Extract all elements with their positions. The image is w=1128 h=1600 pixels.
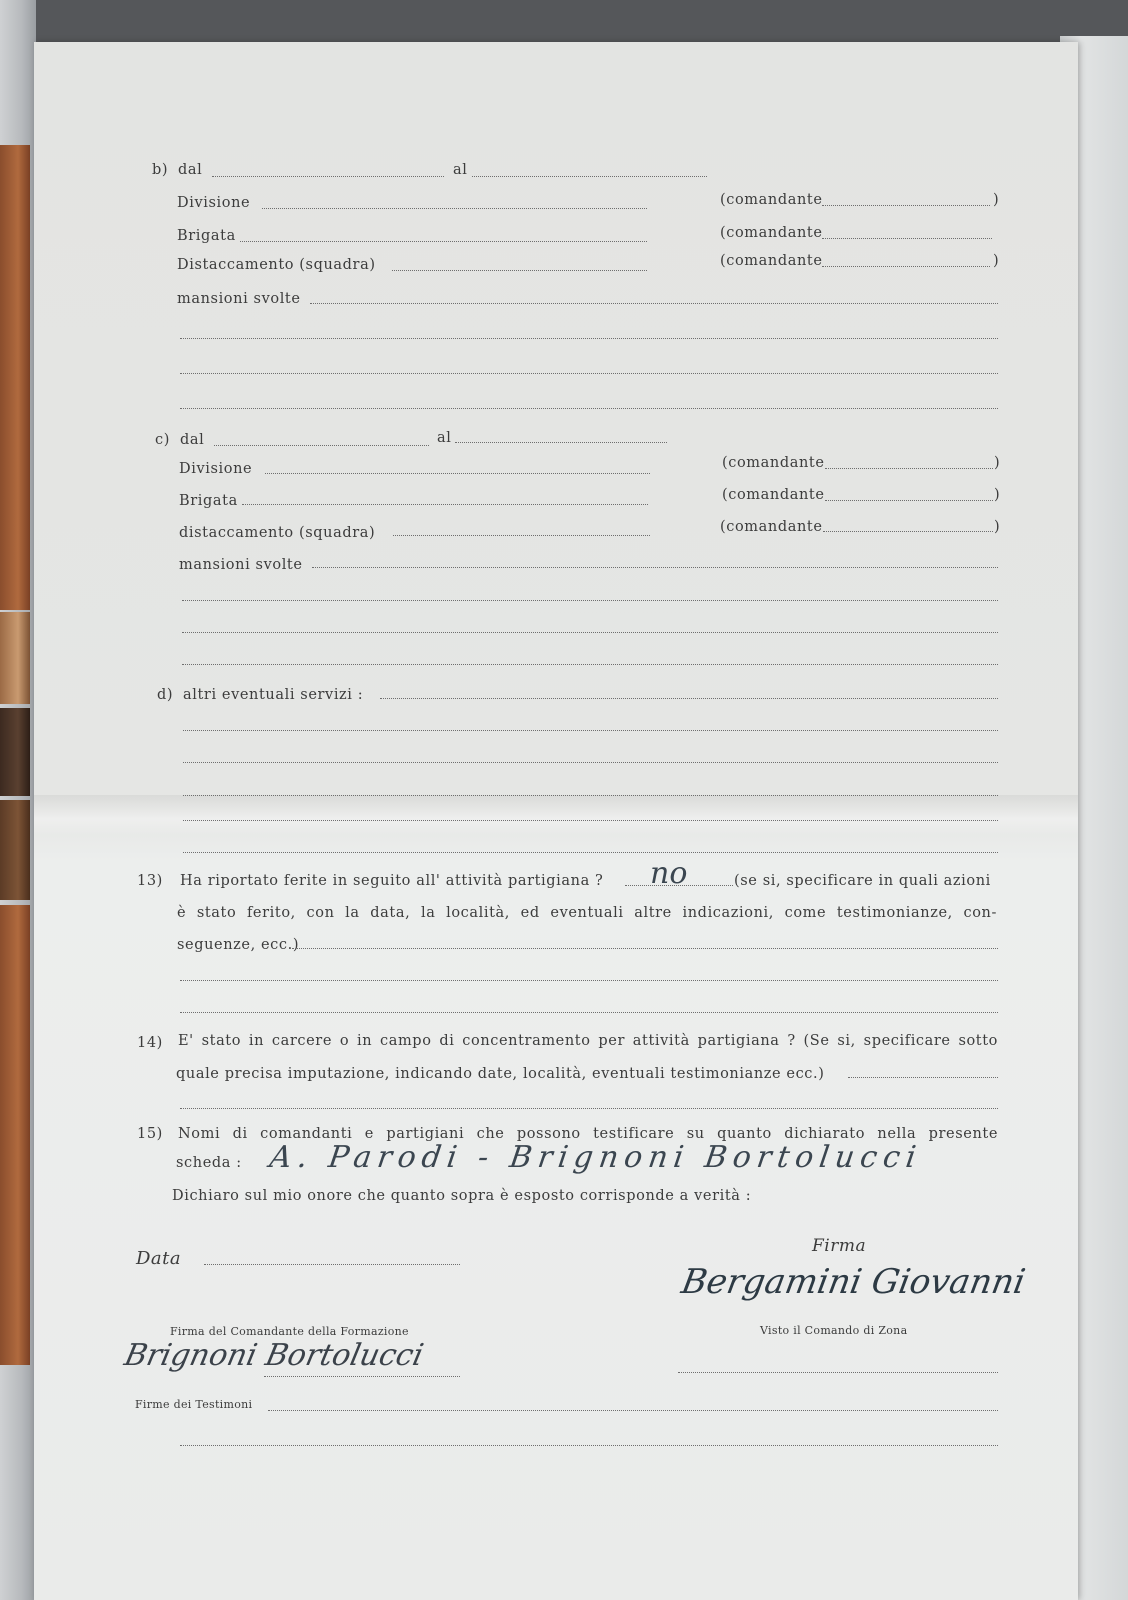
- section-c-label: c): [155, 432, 170, 448]
- brigata-label: Brigata: [177, 228, 236, 244]
- comandante-label: (comandante: [720, 225, 823, 241]
- close-paren: ): [993, 192, 1000, 208]
- carcere-line[interactable]: [180, 1108, 998, 1109]
- altri-servizi-line[interactable]: [183, 730, 998, 731]
- close-paren: ): [994, 455, 1001, 471]
- comandante-field[interactable]: [825, 500, 993, 501]
- dal-field[interactable]: [214, 445, 429, 446]
- mansioni-label: mansioni svolte: [177, 291, 301, 307]
- ferite-answer: no: [650, 856, 688, 891]
- question-number: 15): [137, 1126, 163, 1142]
- close-paren: ): [994, 487, 1001, 503]
- witnesses-answer: A. Parodi - Brignoni Bortolucci: [267, 1140, 925, 1175]
- mansioni-line[interactable]: [180, 338, 998, 339]
- mansioni-line[interactable]: [182, 600, 998, 601]
- comandante-field[interactable]: [825, 468, 993, 469]
- brigata-field[interactable]: [242, 504, 648, 505]
- carcere-field[interactable]: [848, 1077, 998, 1078]
- comandante-label: (comandante: [720, 253, 823, 269]
- divisione-label: Divisione: [179, 461, 253, 477]
- section-b-label: b): [152, 162, 169, 178]
- distaccamento-field[interactable]: [393, 535, 650, 536]
- comandante-field[interactable]: [822, 238, 992, 239]
- firma-label: Firma: [812, 1236, 867, 1256]
- question-number: 13): [137, 873, 163, 889]
- al-label: al: [453, 162, 468, 178]
- altri-servizi-line[interactable]: [183, 795, 998, 796]
- comandante-label: (comandante: [722, 487, 825, 503]
- distaccamento-label: distaccamento (squadra): [179, 525, 376, 541]
- binder-strip: [0, 800, 30, 900]
- ferite-detail-field[interactable]: [292, 948, 998, 949]
- ferite-detail-line[interactable]: [180, 980, 998, 981]
- divisione-field[interactable]: [262, 208, 647, 209]
- distaccamento-field[interactable]: [392, 270, 647, 271]
- brigata-label: Brigata: [179, 493, 238, 509]
- altri-servizi-line[interactable]: [183, 762, 998, 763]
- altri-servizi-field[interactable]: [380, 698, 998, 699]
- dal-label: dal: [180, 432, 205, 448]
- question-text: (se si, specificare in quali azioni: [734, 873, 991, 889]
- ferite-detail-line[interactable]: [180, 1012, 998, 1013]
- mansioni-line[interactable]: [180, 408, 998, 409]
- al-label: al: [437, 430, 452, 446]
- distaccamento-label: Distaccamento (squadra): [177, 257, 376, 273]
- testimoni-field[interactable]: [268, 1410, 998, 1411]
- close-paren: ): [993, 253, 1000, 269]
- question-text: Nomi di comandanti e partigiani che possono testificare su quanto dichiarato nella presente: [178, 1126, 998, 1142]
- mansioni-line[interactable]: [180, 373, 998, 374]
- section-d-label: d): [157, 687, 174, 703]
- binder-strip: [0, 612, 30, 704]
- applicant-signature: Bergamini Giovanni: [678, 1262, 1029, 1302]
- comandante-label: (comandante: [720, 519, 823, 535]
- comandante-field[interactable]: [822, 266, 990, 267]
- brigata-field[interactable]: [240, 241, 647, 242]
- comandante-label: (comandante: [722, 455, 825, 471]
- binder-strip: [0, 708, 30, 796]
- comandante-field[interactable]: [823, 531, 993, 532]
- declaration-text: Dichiaro sul mio onore che quanto sopra è esposto corrisponde a verità :: [172, 1188, 752, 1204]
- al-field[interactable]: [455, 442, 667, 443]
- mansioni-label: mansioni svolte: [179, 557, 303, 573]
- altri-servizi-label: altri eventuali servizi :: [183, 687, 364, 703]
- commander-signature: Brignoni Bortolucci: [121, 1338, 427, 1373]
- close-paren: ): [994, 519, 1001, 535]
- data-label: Data: [136, 1248, 182, 1269]
- mansioni-field[interactable]: [310, 303, 998, 304]
- divisione-label: Divisione: [177, 195, 251, 211]
- commander-signature-field[interactable]: [264, 1376, 460, 1377]
- firma-comandante-label: Firma del Comandante della Formazione: [170, 1325, 409, 1338]
- visto-label: Visto il Comando di Zona: [760, 1324, 908, 1337]
- altri-servizi-line[interactable]: [183, 820, 998, 821]
- mansioni-field[interactable]: [312, 567, 998, 568]
- question-text: seguenze, ecc.): [177, 937, 300, 953]
- comandante-label: (comandante: [720, 192, 823, 208]
- binder-strip: [0, 145, 30, 610]
- altri-servizi-line[interactable]: [183, 852, 998, 853]
- divisione-field[interactable]: [265, 473, 650, 474]
- question-text: è stato ferito, con la data, la località, ed eventuali altre indicazioni, come testimonianze, con-: [177, 905, 997, 921]
- dal-label: dal: [178, 162, 203, 178]
- question-text: Ha riportato ferite in seguito all' attività partigiana ?: [180, 873, 604, 889]
- firme-testimoni-label: Firme dei Testimoni: [135, 1398, 253, 1411]
- page-fold: [34, 795, 1078, 835]
- mansioni-line[interactable]: [182, 632, 998, 633]
- data-field[interactable]: [204, 1264, 460, 1265]
- dal-field[interactable]: [212, 176, 444, 177]
- binder-strip: [0, 905, 30, 1365]
- question-text: scheda :: [176, 1155, 242, 1171]
- mansioni-line[interactable]: [182, 664, 998, 665]
- comandante-field[interactable]: [822, 205, 990, 206]
- al-field[interactable]: [472, 176, 707, 177]
- visto-field[interactable]: [678, 1372, 998, 1373]
- testimoni-line[interactable]: [180, 1445, 998, 1446]
- question-text: quale precisa imputazione, indicando date, località, eventuali testimonianze ecc.): [176, 1066, 825, 1082]
- question-number: 14): [137, 1035, 163, 1051]
- question-text: E' stato in carcere o in campo di concentramento per attività partigiana ? (Se si, specificare sotto: [178, 1033, 998, 1049]
